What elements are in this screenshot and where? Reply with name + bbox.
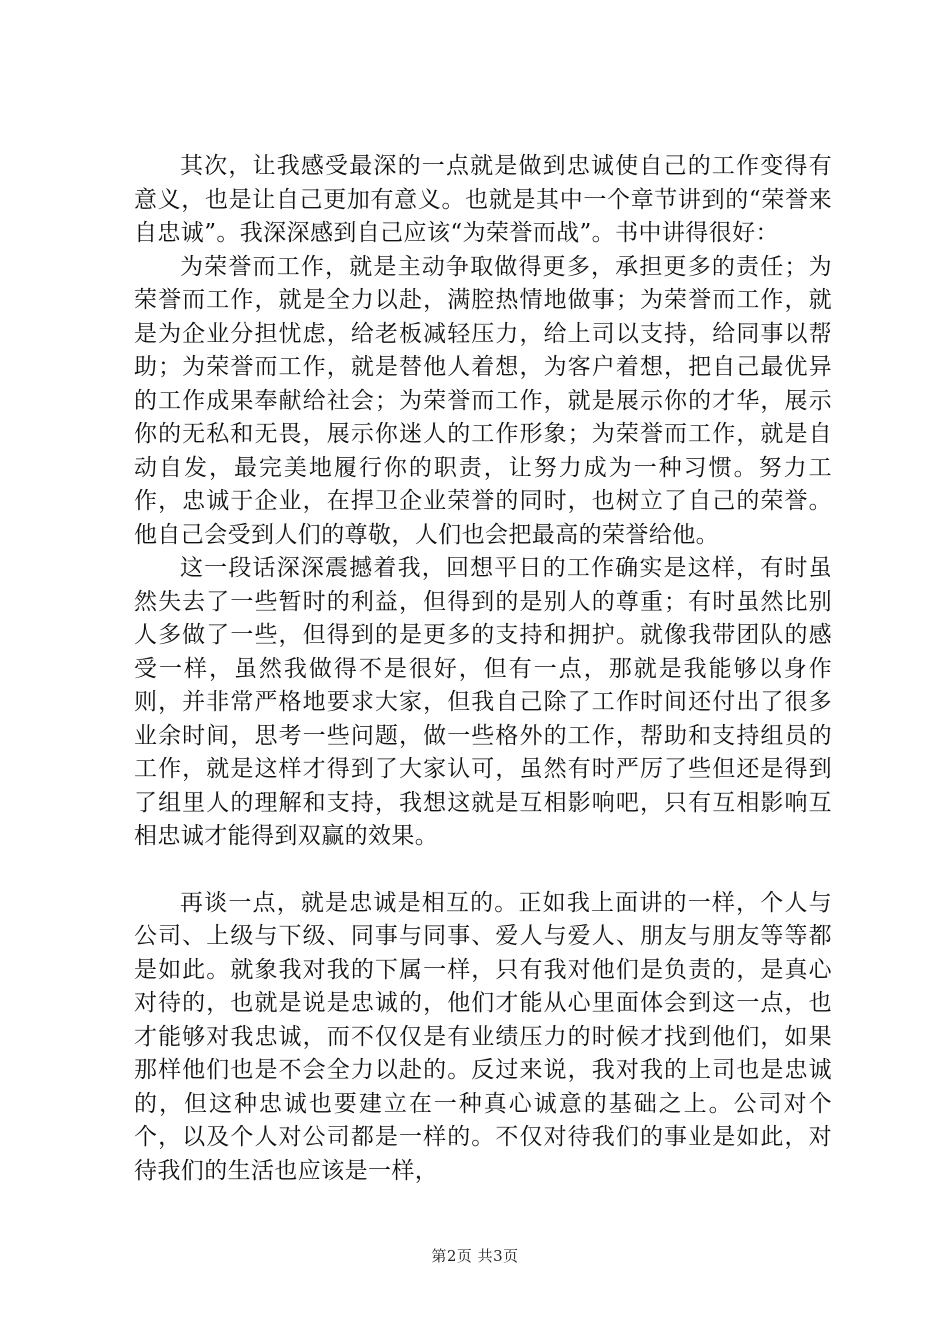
document-body: [134, 150, 832, 1188]
paragraph-honor-quote: 为荣誉而工作，就是主动争取做得更多，承担更多的责任；为荣誉而工作，就是全力以赴，满腔热情地做事；为荣誉而工作，就是为企业分担忧虑，给老板减轻压力，给上司以支持，给同事以帮助；为荣誉而工作，就是替他人着想，为客户着想，把自己最优异的工作成果奉献给社会；为荣誉而工作，就是展示你的才华，展示你的无私和无畏，展示你迷人的工作形象；为荣誉而工作，就是自动自发，最完美地履行你的职责，让努力成为一种习惯。努力工作，忠诚于企业，在捍卫企业荣誉的同时，也树立了自己的荣誉。他自己会受到人们的尊敬，人们也会把最高的荣誉给他。: [134, 253, 832, 548]
paragraph-gap: [134, 854, 832, 887]
paragraph-reflection: 这一段话深深震撼着我，回想平日的工作确实是这样，有时虽然失去了一些暂时的利益，但得到的是别人的尊重；有时虽然比别人多做了一些，但得到的是更多的支持和拥护。就像我带团队的感受一样，虽然我做得不是很好，但有一点，那就是我能够以身作则，并非常严格地要求大家，但我自己除了工作时间还付出了很多业余时间，思考一些问题，做一些格外的工作，帮助和支持组员的工作，就是这样才得到了大家认可，虽然有时严厉了些但还是得到了组里人的理解和支持，我想这就是互相影响吧，只有互相影响互相忠诚才能得到双赢的效果。: [134, 555, 832, 849]
paragraph-mutual-loyalty: 再谈一点，就是忠诚是相互的。正如我上面讲的一样，个人与公司、上级与下级、同事与同事、爱人与爱人、朋友与朋友等等都是如此。就象我对我的下属一样，只有我对他们是负责的，是真心对待的，也就是说是忠诚的，他们才能从心里面体会到这一点，也才能够对我忠诚，而不仅仅是有业绩压力的时候才找到他们，如果那样他们也是不会全力以赴的。反过来说，我对我的上司也是忠诚的，但这种忠诚也要建立在一种真心诚意的基础之上。公司对个个，以及个人对公司都是一样的。不仅对待我们的事业是如此，对待我们的生活也应该是一样，: [134, 889, 832, 1184]
paragraph-honor-intro: 其次，让我感受最深的一点就是做到忠诚使自己的工作变得有意义，也是让自己更加有意义。也就是其中一个章节讲到的“荣誉来自忠诚”。我深深感到自己应该“为荣誉而战”。书中讲得很好：: [134, 153, 832, 246]
page-number-footer: 第2页 共3页: [431, 1247, 519, 1265]
